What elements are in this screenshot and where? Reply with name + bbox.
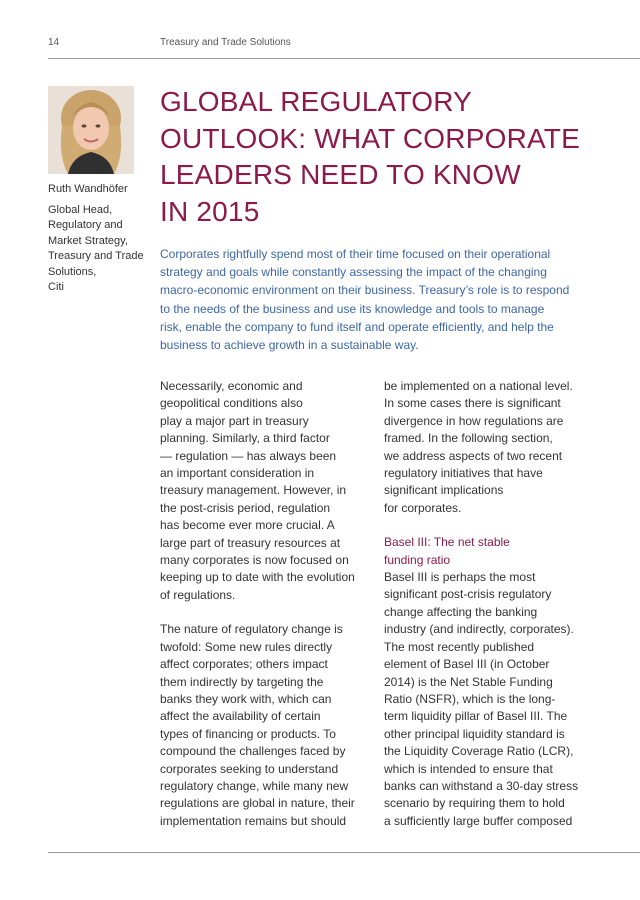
- body-line: an important consideration in: [160, 466, 315, 481]
- body-column-right: [384, 378, 600, 830]
- body-line: the Liquidity Coverage Ratio (LCR),: [384, 744, 574, 759]
- body-line: divergence in how regulations are: [384, 413, 564, 428]
- body-line: treasury management. However, in: [160, 483, 347, 498]
- body-paragraph: [384, 569, 600, 830]
- subheading-line: Basel III: The net stable: [384, 535, 510, 550]
- body-line: industry (and indirectly, corporates).: [384, 622, 574, 637]
- intro-line: macro-economic environment on their business. Treasury’s role is to respond: [160, 283, 570, 298]
- body-line: element of Basel III (in October: [384, 657, 550, 672]
- body-line: for corporates.: [384, 500, 462, 515]
- body-line: large part of treasury resources at: [160, 535, 341, 550]
- body-line: the post-crisis period, regulation: [160, 500, 331, 515]
- body-line: many corporates is now focused on: [160, 553, 349, 568]
- intro-line: risk, enable the company to fund itself and operate efficiently, and help the: [160, 319, 554, 334]
- body-line: a sufficiently large buffer composed: [384, 813, 573, 828]
- header-rule: [48, 58, 640, 59]
- body-line: The nature of regulatory change is: [160, 622, 343, 637]
- body-line: Ratio (NSFR), which is the long-: [384, 691, 556, 706]
- body-line: banks can withstand a 30-day stress: [384, 778, 579, 793]
- body-line: In some cases there is significant: [384, 396, 561, 411]
- body-line: term liquidity pillar of Basel III. The: [384, 709, 568, 724]
- body-line: Basel III is perhaps the most: [384, 570, 536, 585]
- body-line: regulations are global in nature, their: [160, 796, 355, 811]
- body-line: be implemented on a national level.: [384, 379, 573, 393]
- running-header: Treasury and Trade Solutions: [160, 37, 291, 48]
- body-line: scenario by requiring them to hold: [384, 796, 565, 811]
- author-role-line: Citi: [48, 281, 64, 294]
- body-line: — regulation — has always been: [160, 448, 337, 463]
- body-line: compound the challenges faced by: [160, 744, 346, 759]
- body-line: we address aspects of two recent: [384, 448, 563, 463]
- body-paragraph: [160, 378, 370, 604]
- body-line: which is intended to ensure that: [384, 761, 553, 776]
- title-line: GLOBAL REGULATORY: [160, 86, 473, 117]
- body-line: of regulations.: [160, 587, 236, 602]
- body-line: planning. Similarly, a third factor: [160, 431, 330, 446]
- body-line: has become ever more crucial. A: [160, 518, 335, 533]
- title-line: LEADERS NEED TO KNOW: [160, 159, 521, 190]
- body-line: corporates seeking to understand: [160, 761, 339, 776]
- body-line: significant post-crisis regulatory: [384, 587, 552, 602]
- body-line: keeping up to date with the evolution: [160, 570, 355, 585]
- body-line: geopolitical conditions also: [160, 396, 303, 411]
- author-role-line: Treasury and Trade: [48, 250, 144, 263]
- paragraph-spacer: [384, 517, 600, 534]
- author-portrait-icon: [48, 86, 134, 174]
- intro-line: Corporates rightfully spend most of their time focused on their operational: [160, 247, 551, 261]
- body-line: affect the availability of certain: [160, 709, 321, 724]
- body-line: other principal liquidity standard is: [384, 726, 565, 741]
- title-line: IN 2015: [160, 195, 260, 227]
- body-line: play a major part in treasury: [160, 413, 309, 428]
- title-line: OUTLOOK: WHAT CORPORATE: [160, 122, 580, 154]
- body-line: types of financing or products. To: [160, 726, 336, 741]
- body-paragraph: [160, 621, 370, 830]
- body-line: regulatory initiatives that have: [384, 466, 543, 481]
- body-paragraph: [384, 378, 600, 517]
- body-line: Necessarily, economic and: [160, 379, 303, 393]
- author-name: Ruth Wandhöfer: [48, 183, 128, 195]
- author-role-line: Regulatory and: [48, 219, 123, 232]
- body-line: implementation remains but should: [160, 813, 347, 828]
- author-role-line: Global Head,: [48, 204, 113, 216]
- intro-line: strategy and goals while constantly assessing the impact of the changing: [160, 265, 547, 280]
- body-line: change affecting the banking: [384, 604, 538, 619]
- body-line: significant implications: [384, 483, 504, 498]
- intro-line: business to achieve growth in a sustainable way.: [160, 338, 419, 353]
- body-line: 2014) is the Net Stable Funding: [384, 674, 553, 689]
- footer-rule: [48, 852, 640, 853]
- subheading-line: funding ratio: [384, 552, 451, 567]
- intro-line: to the needs of the business and use its knowledge and tools to manage: [160, 301, 545, 316]
- paragraph-spacer: [160, 604, 370, 621]
- body-line: banks they work with, which can: [160, 691, 332, 706]
- author-role: [48, 203, 154, 295]
- page-number: 14: [48, 37, 60, 48]
- body-line: regulatory change, while many new: [160, 778, 349, 793]
- author-photo: [48, 86, 134, 174]
- body-line: framed. In the following section,: [384, 431, 553, 446]
- body-line: twofold: Some new rules directly: [160, 639, 333, 654]
- article-title: [160, 84, 620, 230]
- section-subheading: [384, 534, 600, 569]
- body-line: them indirectly by targeting the: [160, 674, 324, 689]
- author-role-line: Market Strategy,: [48, 234, 128, 247]
- body-column-left: [160, 378, 370, 830]
- intro-paragraph: [160, 245, 600, 354]
- body-line: The most recently published: [384, 639, 535, 654]
- body-line: affect corporates; others impact: [160, 657, 328, 672]
- author-role-line: Solutions,: [48, 265, 97, 278]
